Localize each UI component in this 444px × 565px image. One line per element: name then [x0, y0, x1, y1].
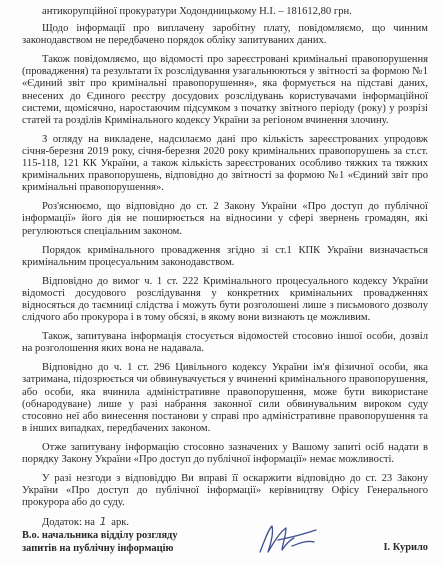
attachment-prefix: Додаток: на	[42, 517, 95, 529]
signature-block	[22, 524, 428, 564]
paragraph-9: Відповідно до ч. 1 ст. 296 Цивільного кодексу України ім'я фізичної особи, яка затримана, підозрюється чи обвинувачується у вчиненні кримінального правопорушення, або особи, яка вчинила адміністративне правопорушення, може бути використане (обнародуване) лише у разі набрання законної сили обвинувальним вироком суду стосовно неї або винесення постанови у справі про адміністративне правопорушення та в інших випадках, передбачених законом.	[22, 362, 428, 434]
signatory-name: І. Курило	[383, 542, 428, 553]
paragraph-2: Щодо інформації про виплачену заробітну плату, повідомляємо, що чинним законодавством не передбачено порядок обліку запитуваних даних.	[22, 23, 428, 47]
attachment-suffix: арк.	[111, 517, 130, 529]
paragraph-5: Роз'яснюємо, що відповідно до ст. 2 Закону України «Про доступ до публічної інформації» його дія не поширюється на відносини у сфері звернень громадян, які регулюються спеціальним законом.	[22, 201, 428, 237]
attachment-count: 1	[99, 515, 107, 529]
paragraph-1: антикорупційної прокуратури Ходондницькому Н.І. – 181612,80 грн.	[42, 6, 352, 17]
signatory-title-line-2: запитів на публічну інформацію	[22, 542, 174, 554]
paragraph-10: Отже запитувану інформацію стосовно зазначених у Вашому запиті осіб надати в порядку Закону України «Про доступ до публічної інформації» немає можливості.	[22, 441, 428, 465]
paragraph-3: Також повідомляємо, що відомості про зареєстровані кримінальні правопорушення (провадження) та результати їх розслідування узагальнюються у звітності за формою №1 «Єдиний звіт про кримінальні правопорушення», яка формується на підставі даних, внесених до Єдиного реєстру досудових розслідувань користувачами інформаційної системи, щомісячно, наростаючим підсумком з початку звітного періоду (року) у розрізі статей та розділів Кримінального кодексу України за регіоном вчинення злочину.	[22, 54, 428, 126]
paragraph-6: Порядок кримінального провадження згідно зі ст.1 КПК України визначається кримінальним процесуальним законодавством.	[22, 244, 428, 268]
paragraph-7: Відповідно до вимог ч. 1 ст. 222 Кримінального процесуального кодексу України відомості досудового розслідування у конкретних кримінальних провадженнях відносяться до таємниці слідства і можуть бути розголошені лише з письмового дозволу слідчого або прокурора і в тому обсязі, в якому вони визнають це можливим.	[22, 275, 428, 324]
paragraph-8: Також, запитувана інформація стосується відомостей стосовно іншої особи, дозвіл на розголошення яких вона не надавала.	[22, 331, 428, 355]
signatory-title	[22, 530, 178, 555]
paragraph-11: У разі незгоди з відповіддю Ви вправі її оскаржити відповідно до ст. 23 Закону України «Про доступ до публічної інформації» керівництву Офісу Генерального прокурора або до суду.	[22, 473, 428, 509]
handwritten-signature	[252, 520, 322, 560]
paragraph-4: З огляду на викладене, надсилаємо дані про кількість зареєстрованих упродовж січня-березня 2019 року, січня-березня 2020 року кримінальних правопорушень за ст.ст. 115-118, 121 КК України, а також кількість зареєстрованих особливо тяжких та тяжких кримінальних правопорушень, відповідно до звітності за формою №1 «Єдиний звіт про кримінальні правопорушення».	[22, 133, 428, 194]
signatory-title-line-1: В.о. начальника відділу розгляду	[22, 530, 178, 541]
